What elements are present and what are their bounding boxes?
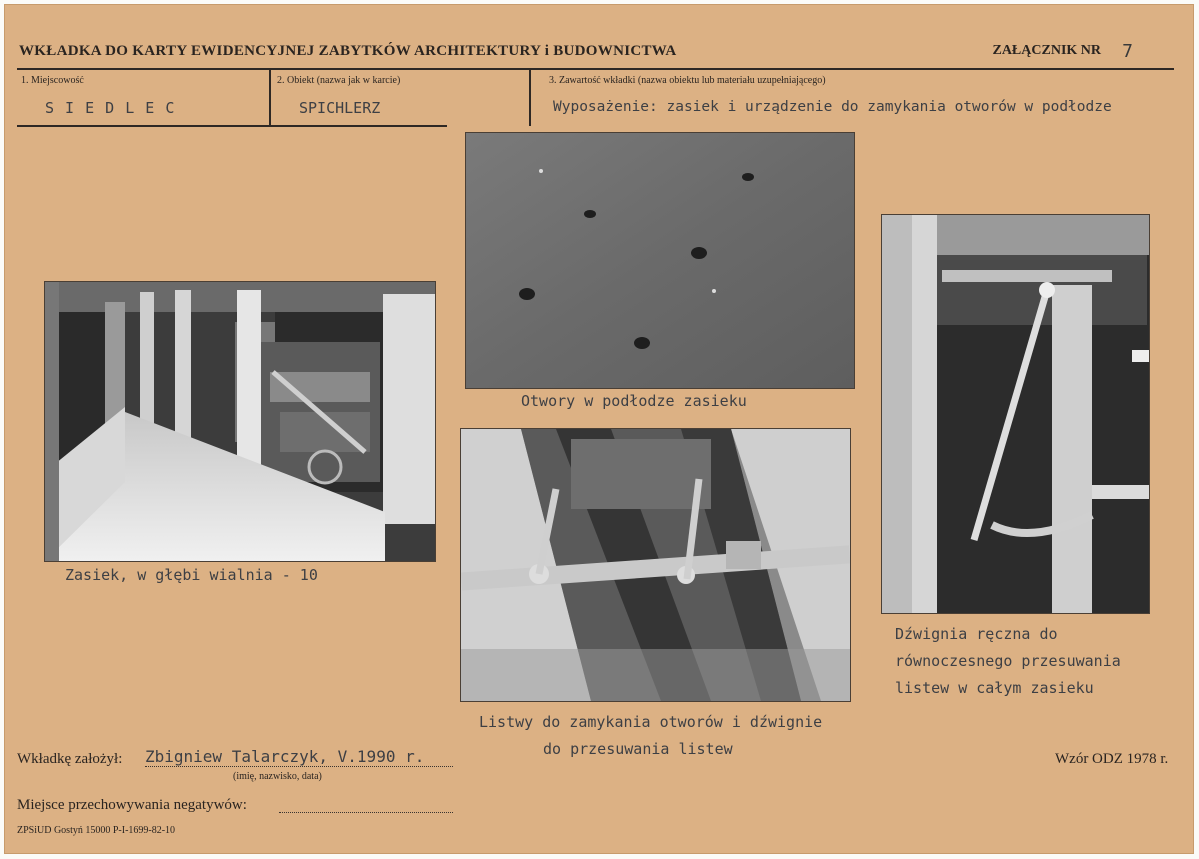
lever-caption-line3: listew w całym zasieku [895, 679, 1094, 697]
negatives-line [279, 802, 453, 813]
template-label: Wzór ODZ 1978 r. [1055, 751, 1169, 767]
inserted-by-label: Wkładkę założył: [17, 751, 123, 767]
photo-hand-lever [881, 214, 1150, 614]
slats-caption-line1: Listwy do zamykania otworów i dźwignie [479, 713, 823, 731]
object-value: SPICHLERZ [299, 99, 381, 117]
place-value: S I E D L E C [45, 99, 176, 117]
photo-closing-slats [460, 428, 851, 702]
content-value: Wyposażenie: zasiek i urządzenie do zamykania otworów w podłodze [553, 99, 1112, 115]
field-divider-1 [269, 70, 271, 126]
content-caption: 3. Zawartość wkładki (nazwa obiektu lub materiału uzupełniającego) [549, 75, 826, 86]
bin-caption: Zasiek, w głębi wialnia - 10 [65, 566, 318, 584]
slats-caption-line2: do przesuwania listew [543, 740, 733, 758]
printer-imprint: ZPSiUD Gostyń 15000 P-I-1699-82-10 [17, 825, 176, 836]
attachment-number: 7 [1122, 41, 1133, 62]
place-caption: 1. Miejscowość [21, 75, 84, 86]
photo-grain-bin [44, 281, 436, 562]
inserted-by-value: Zbigniew Talarczyk, V.1990 r. [145, 747, 453, 767]
field-divider-2 [529, 70, 531, 126]
lever-caption-line1: Dźwignia ręczna do [895, 625, 1058, 643]
lever-caption-line2: równoczesnego przesuwania [895, 652, 1121, 670]
field-bottom-rule [17, 125, 447, 127]
holes-caption: Otwory w podłodze zasieku [521, 392, 747, 410]
record-card [4, 4, 1194, 854]
header-rule [17, 68, 1174, 70]
attachment-label: ZAŁĄCZNIK NR [992, 43, 1101, 58]
card-title: WKŁADKA DO KARTY EWIDENCYJNEJ ZABYTKÓW ARCHITEKTURY i BUDOWNICTWA [19, 43, 677, 59]
object-caption: 2. Obiekt (nazwa jak w karcie) [277, 75, 401, 86]
photo-floor-holes [465, 132, 855, 389]
negatives-label: Miejsce przechowywania negatywów: [17, 797, 247, 813]
inserted-by-hint: (imię, nazwisko, data) [233, 771, 322, 782]
